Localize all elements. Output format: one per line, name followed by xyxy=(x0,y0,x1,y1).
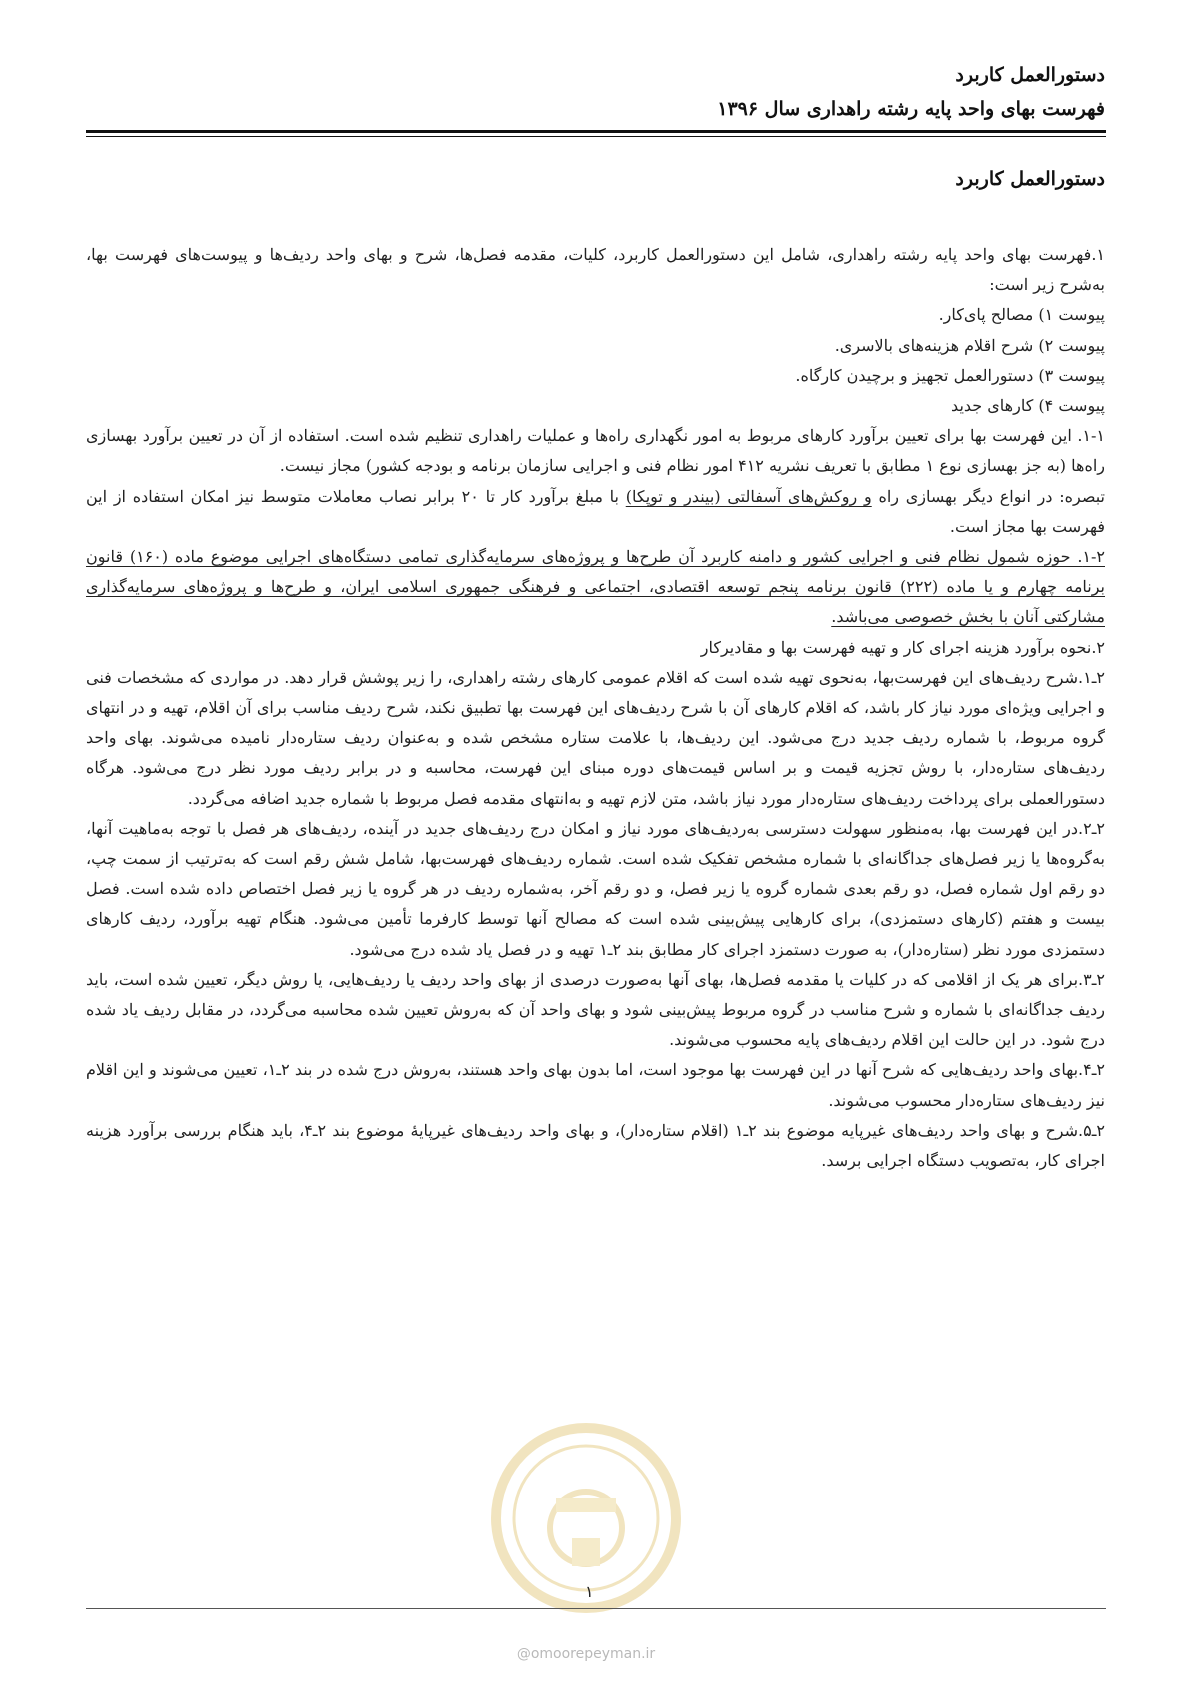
header-title-line1: دستورالعمل کاربرد xyxy=(955,64,1105,86)
paragraph-1-1: ۱-۱. این فهرست بها برای تعیین برآورد کارهای مربوط به امور نگهداری راه‌ها و عملیات راهداری تنظیم شده است. استفاده از آن در تعیین برآورد بهسازی راه‌ها (به جز بهسازی نوع ۱ مطابق با تعریف نشریه ۴۱۲ امور نظام فنی و اجرایی سازمان برنامه و بودجه کشور) مجاز نیست. xyxy=(86,426,1105,476)
note-text-start: تبصره: در انواع دیگر بهسازی راه xyxy=(871,486,1106,506)
header-rule-thin xyxy=(86,136,1106,137)
page-header xyxy=(85,58,1105,126)
paragraph-1: ۱.فهرست بهای واحد پایه رشته راهداری، شامل این دستورالعمل کاربرد، کلیات، مقدمه فصل‌ها، شرح و بهای واحد ردیف‌ها و پیوست‌های فهرست بها، به‌شرح زیر است: xyxy=(86,245,1106,295)
header-rule-thick xyxy=(86,130,1106,133)
paragraph-2-5: ۲ـ۵.شرح و بهای واحد ردیف‌های غیرپایه موضوع بند ۲ـ۱ (اقلام ستاره‌دار)، و بهای واحد ردیف‌های غیرپایهٔ موضوع بند ۲ـ۴، باید هنگام بررسی برآورد هزینه اجرای کار، به‌تصویب دستگاه اجرایی برسد. xyxy=(86,1120,1105,1171)
section-title: دستورالعمل کاربرد xyxy=(955,168,1105,190)
note-paragraph xyxy=(86,482,1105,542)
heading-2: ۲.نحوه برآورد هزینه اجرای کار و تهیه فهرست بها و مقادیرکار xyxy=(700,637,1105,657)
document-body xyxy=(86,240,1105,1176)
note-underlined-text: و روکش‌های آسفالتی (بیندر و توپکا) xyxy=(625,486,872,506)
header-title-line2: فهرست بهای واحد پایه رشته راهداری سال ۱۳۹۶ xyxy=(717,98,1105,120)
annex-2: پیوست ۲) شرح اقلام هزینه‌های بالاسری. xyxy=(834,335,1105,355)
paragraph-2-1: ۲ـ۱.شرح ردیف‌های این فهرست‌بها، به‌نحوی تهیه شده است که اقلام عمومی کارهای رشته راهداری، را زیر پوشش قرار دهد. در مواردی که مشخصات فنی و اجرایی ویژه‌ای مورد نیاز کار باشد، که اقلام کارهای آن با شرح ردیف‌های این فهرست بها تطبیق نکند، شرح ردیف مناسب برای آن اقلام، تهیه و در انتهای گروه مربوط، با شماره ردیف جدید درج می‌شود. این ردیف‌ها، با علامت ستاره مشخص شده و به‌عنوان ردیف ستاره‌دار نامیده می‌شوند. بهای واحد ردیف‌های ستاره‌دار، با روش تجزیه قیمت و بر اساس قیمت‌های دوره مبنای این فهرست، محاسبه و در برابر ردیف مورد نظر درج می‌شود. هرگاه دستورالعملی برای پرداخت ردیف‌های ستاره‌دار مورد نیاز باشد، متن لازم تهیه و به‌انتهای مقدمه فصل مربوط با شماره جدید اضافه می‌گردد. xyxy=(86,667,1105,808)
note-text-end: با مبلغ برآورد کار تا ۲۰ برابر نصاب معاملات متوسط نیز امکان استفاده از این فهرست بها مجاز است. xyxy=(86,486,1105,536)
paragraph-2-2: ۲ـ۲.در این فهرست بها، به‌منظور سهولت دسترسی به‌ردیف‌های مورد نیاز و امکان درج ردیف‌های جدید در آینده، ردیف‌های هر فصل با توجه به‌ماهیت آنها، به‌گروه‌ها یا زیر فصل‌های جداگانه‌ای با شماره مشخص تفکیک شده است. شماره ردیف‌های فهرست‌بها، شامل شش رقم است که به‌ترتیب از سمت چپ، دو رقم اول شماره فصل، دو رقم بعدی شماره گروه یا زیر فصل، و دو رقم آخر، به‌شماره ردیف در هر گروه یا زیر فصل اختصاص داده شده است. فصل بیست و هفتم (کارهای دستمزدی)، برای کارهایی پیش‌بینی شده است که مصالح آنها توسط کارفرما تأمین می‌شود. هنگام تهیه برآورد، ردیف کارهای دستمزدی مورد نظر (ستاره‌دار)، به صورت دستمزد اجرای کار مطابق بند ۲ـ۱ تهیه و در فصل یاد شده درج می‌شود. xyxy=(86,818,1106,959)
page-number: ۱ xyxy=(585,1582,594,1601)
paragraph-1-2-text: ۱-۲. حوزه شمول نظام فنی و اجرایی کشور و دامنه کاربرد آن طرح‌ها و پروژه‌های سرمایه‌گذاری تمامی دستگاه‌های اجرایی موضوع ماده (۱۶۰) قانون برنامه چهارم و یا ماده (۲۲۲) قانون برنامه پنجم توسعه اقتصادی، اجتماعی و فرهنگی جمهوری اسلامی ایران، و طرح‌ها و پروژه‌های سرمایه‌گذاری مشارکتی آنان با بخش خصوصی می‌باشد. xyxy=(86,547,1106,627)
annex-3: پیوست ۳) دستورالعمل تجهیز و برچیدن کارگاه. xyxy=(795,365,1105,385)
paragraph-1-2 xyxy=(86,542,1105,633)
watermark-text: @omoorepeyman.ir xyxy=(516,1646,656,1662)
paragraph-2-3: ۲ـ۳.برای هر یک از اقلامی که در کلیات یا مقدمه فصل‌ها، بهای آنها به‌صورت درصدی از بهای واحد ردیف یا ردیف‌هایی، یا روش دیگر، تعیین شده است، باید ردیف جداگانه‌ای با شماره و شرح مناسب در گروه مربوط پیش‌بینی شود و بهای واحد آن که به‌روش تعیین شده محاسبه می‌گردد، در مقابل ردیف یاد شده درج شود. در این حالت این اقلام ردیف‌های پایه محسوب می‌شوند. xyxy=(86,969,1105,1050)
annex-1: پیوست ۱) مصالح پای‌کار. xyxy=(938,305,1105,325)
paragraph-2-4: ۲ـ۴.بهای واحد ردیف‌هایی که شرح آنها در این فهرست بها موجود است، اما بدون بهای واحد هستند، به‌روش درج شده در بند ۲ـ۱، تعیین می‌شوند و این اقلام نیز ردیف‌های ستاره‌دار محسوب می‌شوند. xyxy=(86,1060,1105,1110)
annex-4: پیوست ۴) کارهای جدید xyxy=(951,396,1105,416)
footer-rule xyxy=(86,1608,1106,1609)
